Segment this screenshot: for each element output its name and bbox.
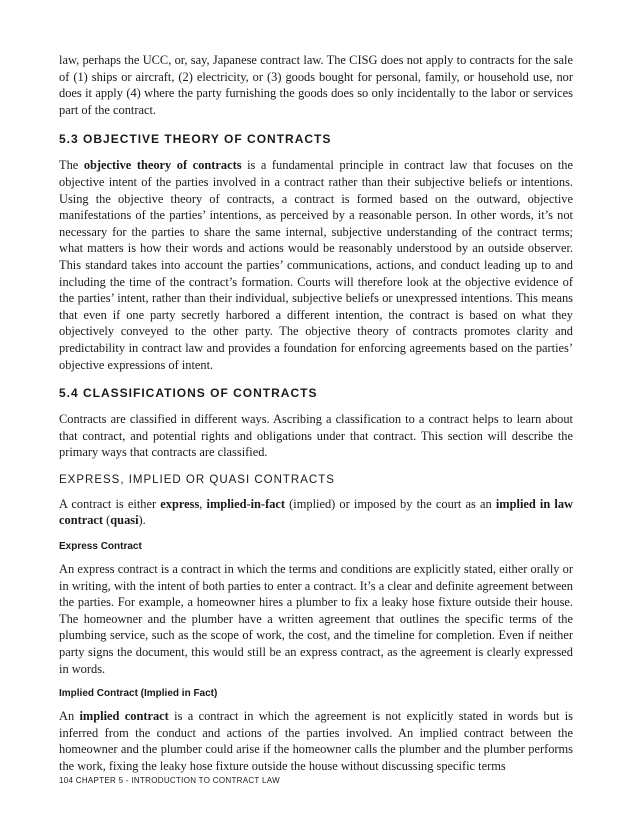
objective-theory-paragraph: The objective theory of contracts is a fundamental principle in contract law that focuses on the objective intent of the parties involved in a contract rather than their subjective beliefs or intentions. Using the objective theory of contracts, a contract is formed based on the outward, objective manifestations of the parties’ intentions, as perceived by a reasonable person. In other words, it’s not necessary for the parties to share the same internal, subjective understanding of the contract terms; what matters is how their words and actions would be reasonably understood by an outside observer. This standard takes into account the parties’ communications, actions, and conduct leading up to and including the time of the contract’s formation. Courts will therefore look at the objective evidence of the parties’ intent, rather than their individual, subjective beliefs or unexpressed intentions. This means that even if one party secretly harbored a different intention, the contract is based on what they objectively conveyed to the other party. The objective theory of contracts promotes clarity and predictability in contract law and provides a foundation for enforcing agreements based on the parties’ objective expressions of intent.	[59, 158, 573, 372]
express-contract-paragraph: An express contract is a contract in which the terms and conditions are explicitly stated, either orally or in writing, with the intent of both parties to enter a contract. It’s a clear and definite agreement between the parties. For example, a homeowner hires a plumber to fix a leaky hose fixture outside their house. The homeowner and the plumber have a written agreement that outlines the specific terms of the plumbing service, such as the scope of work, the cost, and the timeline for completion. Even if neither party signs the document, this would still be an express contract, as the agreement is clearly expressed in words.	[59, 562, 573, 676]
intro-paragraph: law, perhaps the UCC, or, say, Japanese contract law. The CISG does not apply to contracts for the sale of (1) ships or aircraft, (2) electricity, or (3) goods bought for personal, family, or household use, nor does it apply (4) where the party furnishing the goods does so only incidentally to the labor or services part of the contract.	[59, 53, 573, 117]
heading-express-contract: Express Contract	[59, 541, 142, 553]
subheading-express-implied-quasi: EXPRESS, IMPLIED OR QUASI CONTRACTS	[59, 473, 335, 486]
section-heading-objective-theory: 5.3 OBJECTIVE THEORY OF CONTRACTS	[59, 132, 332, 147]
classifications-paragraph: Contracts are classified in different ways. Ascribing a classification to a contract helps to learn about that contract, and potential rights and obligations under that contract. This section will describe the primary ways that contracts are classified.	[59, 412, 573, 460]
section-heading-classifications: 5.4 CLASSIFICATIONS OF CONTRACTS	[59, 386, 318, 401]
implied-contract-term: implied contract	[79, 709, 169, 724]
page-footer: 104 CHAPTER 5 - INTRODUCTION TO CONTRACT LAW	[59, 776, 280, 785]
objective-theory-term: objective theory of contracts	[83, 158, 242, 173]
implied-contract-paragraph: An implied contract is a contract in which the agreement is not explicitly stated in words but is inferred from the conduct and actions of the parties involved. An implied contract between the homeowner and the plumber could arise if the homeowner calls the plumber and the plumber performs the work, fixing the leaky hose fixture outside the house without discussing specific terms	[59, 709, 573, 773]
page-content	[59, 52, 573, 775]
contract-types-paragraph: A contract is either express, implied-in-fact (implied) or imposed by the court as an implied in law contract (quasi).	[59, 496, 574, 528]
heading-implied-contract: Implied Contract (Implied in Fact)	[59, 688, 218, 700]
